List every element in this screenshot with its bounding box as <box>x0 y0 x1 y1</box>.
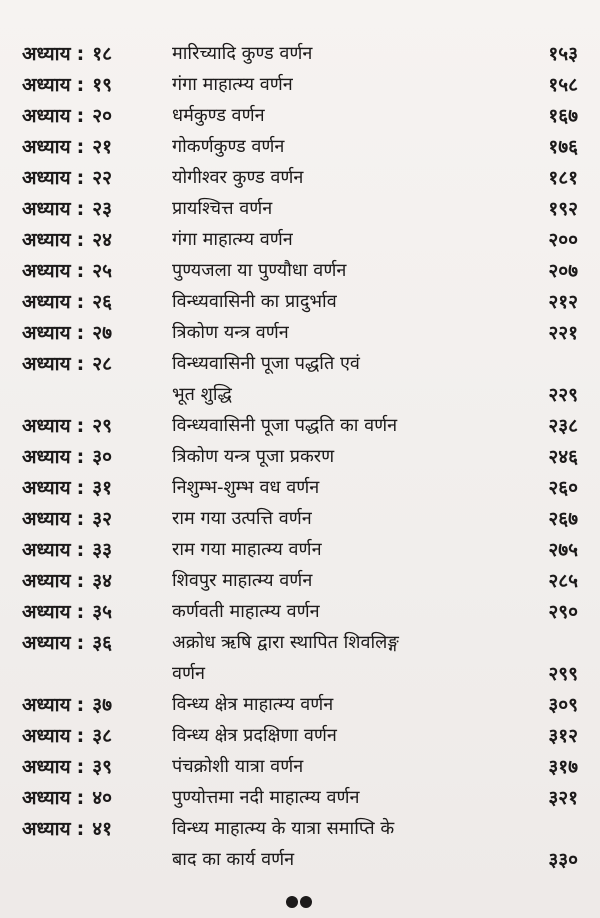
chapter-separator: : <box>76 725 85 747</box>
chapter-separator: : <box>76 43 85 65</box>
chapter-title <box>172 627 492 689</box>
toc-row <box>0 286 600 317</box>
chapter-label: अध्याय <box>22 322 71 344</box>
chapter-number <box>22 352 162 376</box>
chapter-num: २७ <box>92 322 112 344</box>
chapter-label: अध्याय <box>22 725 71 747</box>
page-number: २९० <box>548 601 578 623</box>
toc-row <box>0 38 600 69</box>
chapter-title-line: पंचक्रोशी यात्रा वर्णन <box>172 756 304 777</box>
chapter-title-line: गंगा माहात्म्य वर्णन <box>172 229 293 250</box>
toc-row <box>0 503 600 534</box>
chapter-num: २१ <box>92 136 112 158</box>
chapter-title-line: विन्ध्य क्षेत्र माहात्म्य वर्णन <box>172 694 334 715</box>
chapter-separator: : <box>76 291 85 313</box>
toc-row <box>0 596 600 627</box>
chapter-title-line: प्रायश्चित्त वर्णन <box>172 198 273 219</box>
chapter-title <box>172 472 492 503</box>
ornament-dot <box>286 896 298 908</box>
chapter-title-line: गंगा माहात्म्य वर्णन <box>172 74 293 95</box>
chapter-title-line: शिवपुर माहात्म्य वर्णन <box>172 570 313 591</box>
toc-row <box>0 131 600 162</box>
page-number: २०० <box>548 229 578 251</box>
chapter-title-line: विन्ध्य क्षेत्र प्रदक्षिणा वर्णन <box>172 725 337 746</box>
chapter-num: २५ <box>92 260 112 282</box>
chapter-title-line: विन्ध्यवासिनी का प्रादुर्भाव <box>172 291 337 312</box>
chapter-label: अध्याय <box>22 136 71 158</box>
chapter-number <box>22 755 162 779</box>
chapter-num: २६ <box>92 291 112 313</box>
chapter-separator: : <box>76 477 85 499</box>
chapter-number <box>22 259 162 283</box>
chapter-label: अध्याय <box>22 167 71 189</box>
chapter-title <box>172 69 492 100</box>
footer-ornament <box>285 893 325 907</box>
chapter-title <box>172 193 492 224</box>
chapter-title <box>172 565 492 596</box>
chapter-title <box>172 534 492 565</box>
chapter-separator: : <box>76 632 85 654</box>
toc-row <box>0 782 600 813</box>
chapter-label: अध्याय <box>22 105 71 127</box>
chapter-number <box>22 197 162 221</box>
chapter-number <box>22 321 162 345</box>
chapter-title <box>172 100 492 131</box>
chapter-num: १८ <box>92 43 112 65</box>
chapter-label: अध्याय <box>22 756 71 778</box>
chapter-title <box>172 782 492 813</box>
chapter-number <box>22 631 162 655</box>
page-number: २३८ <box>548 415 578 437</box>
chapter-num: ३४ <box>92 570 112 592</box>
chapter-separator: : <box>76 787 85 809</box>
chapter-label: अध्याय <box>22 477 71 499</box>
page-number: १५३ <box>548 43 578 65</box>
chapter-num: २० <box>92 105 112 127</box>
toc-row <box>0 813 600 875</box>
chapter-num: ३७ <box>92 694 112 716</box>
chapter-label: अध्याय <box>22 74 71 96</box>
chapter-label: अध्याय <box>22 415 71 437</box>
chapter-num: २३ <box>92 198 112 220</box>
chapter-num: ४१ <box>92 818 112 840</box>
chapter-number <box>22 817 162 841</box>
toc-row <box>0 751 600 782</box>
chapter-title <box>172 689 492 720</box>
chapter-title <box>172 503 492 534</box>
chapter-title <box>172 441 492 472</box>
toc-row <box>0 255 600 286</box>
chapter-label: अध्याय <box>22 694 71 716</box>
table-of-contents <box>0 38 600 875</box>
chapter-number <box>22 476 162 500</box>
ornament-dot <box>300 896 312 908</box>
chapter-label: अध्याय <box>22 818 71 840</box>
page-number: २९९ <box>548 663 578 685</box>
toc-row <box>0 472 600 503</box>
chapter-number <box>22 42 162 66</box>
chapter-num: १९ <box>92 74 112 96</box>
chapter-title-line: गोकर्णकुण्ड वर्णन <box>172 136 285 157</box>
chapter-title-line: योगीश्वर कुण्ड वर्णन <box>172 167 304 188</box>
toc-row <box>0 69 600 100</box>
toc-row <box>0 162 600 193</box>
chapter-number <box>22 104 162 128</box>
chapter-title <box>172 224 492 255</box>
chapter-title-line: त्रिकोण यन्त्र पूजा प्रकरण <box>172 446 335 467</box>
chapter-title-line: भूत शुद्धि <box>172 384 232 405</box>
page-number: १७६ <box>548 136 578 158</box>
chapter-number <box>22 228 162 252</box>
page-number: ३३० <box>548 849 578 871</box>
chapter-title-line: मारिच्यादि कुण्ड वर्णन <box>172 43 313 64</box>
page-number: १८१ <box>548 167 578 189</box>
chapter-label: अध्याय <box>22 539 71 561</box>
chapter-title <box>172 348 492 410</box>
chapter-label: अध्याय <box>22 260 71 282</box>
chapter-label: अध्याय <box>22 353 71 375</box>
chapter-separator: : <box>76 756 85 778</box>
chapter-label: अध्याय <box>22 446 71 468</box>
chapter-title <box>172 286 492 317</box>
chapter-num: ३९ <box>92 756 112 778</box>
toc-row <box>0 689 600 720</box>
page-number: १५८ <box>548 74 578 96</box>
page-number: ३१७ <box>548 756 578 778</box>
page-number: २१२ <box>548 291 578 313</box>
chapter-num: ३६ <box>92 632 112 654</box>
chapter-separator: : <box>76 508 85 530</box>
chapter-title <box>172 162 492 193</box>
chapter-title-line: धर्मकुण्ड वर्णन <box>172 105 265 126</box>
chapter-num: २८ <box>92 353 112 375</box>
chapter-label: अध्याय <box>22 229 71 251</box>
chapter-separator: : <box>76 446 85 468</box>
chapter-label: अध्याय <box>22 291 71 313</box>
chapter-title <box>172 131 492 162</box>
chapter-separator: : <box>76 260 85 282</box>
page-number: २०७ <box>548 260 578 282</box>
chapter-title-line: वर्णन <box>172 663 206 684</box>
chapter-number <box>22 538 162 562</box>
chapter-title <box>172 751 492 782</box>
chapter-title <box>172 720 492 751</box>
chapter-separator: : <box>76 694 85 716</box>
chapter-title <box>172 596 492 627</box>
chapter-title-line: अक्रोध ऋषि द्वारा स्थापित शिवलिङ्ग <box>172 632 399 653</box>
page-number: २७५ <box>548 539 578 561</box>
chapter-number <box>22 724 162 748</box>
toc-row <box>0 100 600 131</box>
toc-row <box>0 441 600 472</box>
chapter-label: अध्याय <box>22 198 71 220</box>
chapter-label: अध्याय <box>22 508 71 530</box>
chapter-title-line: विन्ध्य माहात्म्य के यात्रा समाप्ति के <box>172 818 395 839</box>
chapter-title-line: राम गया माहात्म्य वर्णन <box>172 539 322 560</box>
chapter-separator: : <box>76 198 85 220</box>
chapter-num: २९ <box>92 415 112 437</box>
chapter-num: ३५ <box>92 601 112 623</box>
chapter-title-line: कर्णवती माहात्म्य वर्णन <box>172 601 320 622</box>
toc-row <box>0 317 600 348</box>
chapter-label: अध्याय <box>22 787 71 809</box>
chapter-separator: : <box>76 415 85 437</box>
toc-row <box>0 720 600 751</box>
chapter-separator: : <box>76 105 85 127</box>
toc-row <box>0 627 600 689</box>
toc-row <box>0 193 600 224</box>
chapter-title-line: निशुम्भ-शुम्भ वध वर्णन <box>172 477 320 498</box>
chapter-separator: : <box>76 539 85 561</box>
chapter-separator: : <box>76 322 85 344</box>
chapter-title <box>172 255 492 286</box>
chapter-number <box>22 569 162 593</box>
chapter-num: ३८ <box>92 725 112 747</box>
page-number: १९२ <box>548 198 578 220</box>
chapter-number <box>22 786 162 810</box>
chapter-label: अध्याय <box>22 570 71 592</box>
chapter-title-line: पुण्योत्तमा नदी माहात्म्य वर्णन <box>172 787 360 808</box>
chapter-number <box>22 693 162 717</box>
chapter-title-line: राम गया उत्पत्ति वर्णन <box>172 508 312 529</box>
chapter-separator: : <box>76 818 85 840</box>
chapter-number <box>22 166 162 190</box>
chapter-number <box>22 507 162 531</box>
page-number: १६७ <box>548 105 578 127</box>
chapter-title-line: त्रिकोण यन्त्र वर्णन <box>172 322 289 343</box>
page-number: ३०९ <box>548 694 578 716</box>
chapter-title-line: विन्ध्यवासिनी पूजा पद्धति का वर्णन <box>172 415 398 436</box>
chapter-label: अध्याय <box>22 601 71 623</box>
chapter-number <box>22 600 162 624</box>
chapter-number <box>22 135 162 159</box>
toc-row <box>0 410 600 441</box>
page-number: २८५ <box>548 570 578 592</box>
page-number: ३१२ <box>548 725 578 747</box>
chapter-title-line: पुण्यजला या पुण्यौधा वर्णन <box>172 260 347 281</box>
chapter-title-line: बाद का कार्य वर्णन <box>172 849 295 870</box>
toc-row <box>0 348 600 410</box>
chapter-number <box>22 290 162 314</box>
page-number: ३२१ <box>548 787 578 809</box>
chapter-number <box>22 445 162 469</box>
chapter-separator: : <box>76 601 85 623</box>
chapter-label: अध्याय <box>22 632 71 654</box>
chapter-num: २२ <box>92 167 112 189</box>
chapter-num: २४ <box>92 229 112 251</box>
chapter-num: ३१ <box>92 477 112 499</box>
toc-row <box>0 534 600 565</box>
chapter-num: ४० <box>92 787 112 809</box>
chapter-title <box>172 317 492 348</box>
chapter-separator: : <box>76 136 85 158</box>
chapter-num: ३२ <box>92 508 112 530</box>
page-number: २२९ <box>548 384 578 406</box>
chapter-separator: : <box>76 229 85 251</box>
chapter-separator: : <box>76 74 85 96</box>
chapter-title-line: विन्ध्यवासिनी पूजा पद्धति एवं <box>172 353 360 374</box>
page-number: २६० <box>548 477 578 499</box>
chapter-label: अध्याय <box>22 43 71 65</box>
chapter-number <box>22 73 162 97</box>
toc-row <box>0 565 600 596</box>
chapter-num: ३३ <box>92 539 112 561</box>
toc-row <box>0 224 600 255</box>
chapter-title <box>172 410 492 441</box>
chapter-separator: : <box>76 353 85 375</box>
page-number: २२१ <box>548 322 578 344</box>
chapter-title <box>172 38 492 69</box>
chapter-separator: : <box>76 570 85 592</box>
chapter-number <box>22 414 162 438</box>
chapter-separator: : <box>76 167 85 189</box>
chapter-num: ३० <box>92 446 112 468</box>
page-number: २४६ <box>548 446 578 468</box>
chapter-title <box>172 813 492 875</box>
page-number: २६७ <box>548 508 578 530</box>
